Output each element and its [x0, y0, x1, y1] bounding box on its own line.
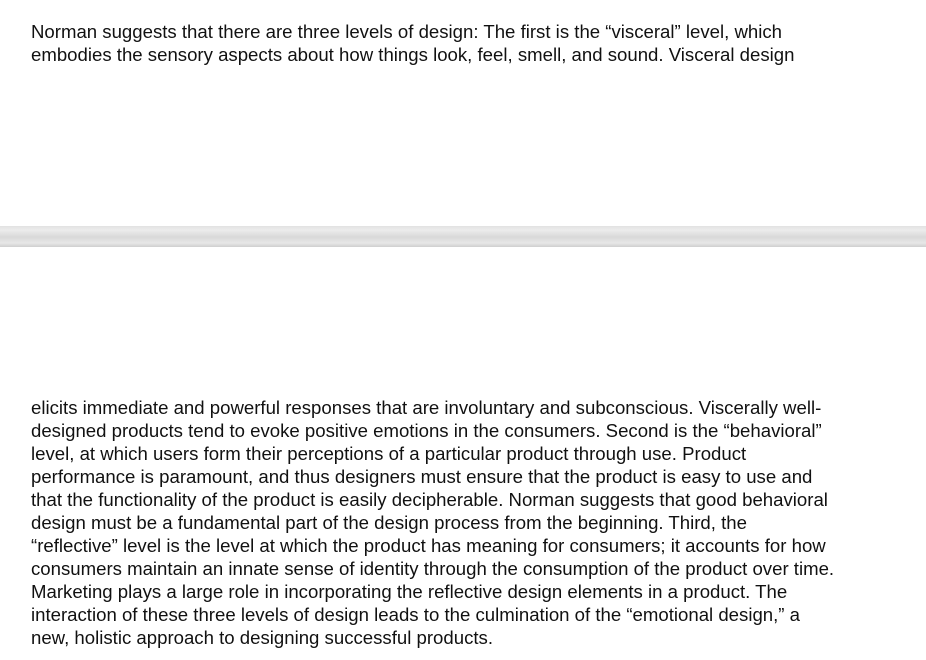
text-line: embodies the sensory aspects about how things look, feel, smell, and sound. Visceral design — [31, 44, 795, 65]
page-bottom — [0, 247, 926, 660]
page-separator — [0, 226, 926, 247]
text-line: level, at which users form their perceptions of a particular product through use. Product — [31, 443, 747, 464]
text-line: performance is paramount, and thus designers must ensure that the product is easy to use and — [31, 466, 813, 487]
text-line: designed products tend to evoke positive emotions in the consumers. Second is the “behavioral” — [31, 420, 822, 441]
text-line: Norman suggests that there are three levels of design: The first is the “visceral” level, which — [31, 21, 782, 42]
page-top — [0, 0, 926, 226]
text-line: consumers maintain an innate sense of identity through the consumption of the product over time. — [31, 558, 835, 579]
text-line: elicits immediate and powerful responses that are involuntary and subconscious. Viscerally well- — [31, 397, 822, 418]
text-line: new, holistic approach to designing successful products. — [31, 627, 494, 648]
text-line: Marketing plays a large role in incorporating the reflective design elements in a product. The — [31, 581, 788, 602]
text-line: “reflective” level is the level at which the product has meaning for consumers; it accounts for how — [31, 535, 826, 556]
text-line: that the functionality of the product is easily decipherable. Norman suggests that good behavioral — [31, 489, 828, 510]
text-line: design must be a fundamental part of the design process from the beginning. Third, the — [31, 512, 747, 533]
text-line: interaction of these three levels of design leads to the culmination of the “emotional design,” a — [31, 604, 800, 625]
